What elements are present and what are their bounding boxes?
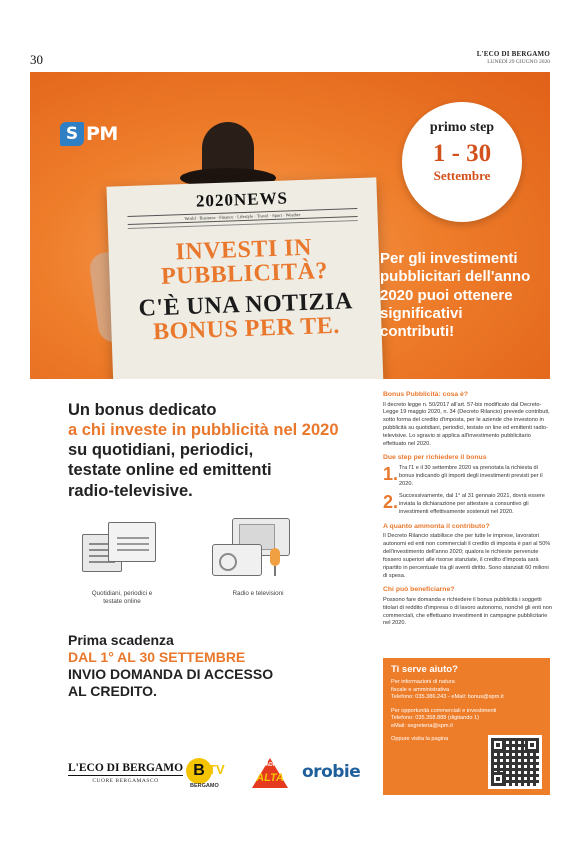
step-2 — [383, 493, 553, 516]
spm-logo-pm: PM — [86, 123, 118, 145]
headline-row-5: radio-televisive. — [68, 481, 193, 500]
spm-logo — [60, 122, 118, 146]
newspaper-subtitle: World · Business · Finance · Lifestyle · Travel · Sport · Weather — [127, 208, 357, 225]
btv-logo-sub: BERGAMO — [190, 783, 219, 789]
step-2-text: Successivamente, dal 1° al 31 gennaio 2021, dovrà essere inviata la dichiarazione per attestare a consuntivo gli investimenti effettivamente sostenuti nel 2020. — [399, 493, 545, 516]
help-title: Ti serve aiuto? — [391, 664, 458, 675]
help-box — [383, 658, 550, 795]
first-step-label: primo step — [429, 120, 495, 135]
help-fiscal-intro: Per informazioni di natura — [391, 679, 455, 685]
caption-print-online: Quotidiani, periodici e testate online — [91, 590, 153, 606]
qr-code-icon[interactable] — [488, 735, 542, 789]
radio-alta-logo — [248, 758, 292, 790]
main-headline — [68, 400, 368, 501]
step-1 — [383, 465, 553, 488]
section-title-who: Chi può beneficiarne? — [383, 586, 455, 594]
deadline-row-2: DAL 1° AL 30 SETTEMBRE — [68, 649, 246, 666]
newspaper-headline — [108, 233, 381, 346]
partner-logos — [68, 758, 368, 792]
radio-alta-top: RADIO — [261, 762, 279, 768]
deadline-row-4: AL CREDITO. — [68, 683, 157, 700]
hero-cta-text: Per gli investimenti pubblicitari dell'anno 2020 puoi ottenere significativi contributi! — [380, 250, 531, 341]
headline-line-4: BONUS PER TE. — [152, 313, 341, 346]
help-commercial-email[interactable]: eMail: segreteria@spm.it — [391, 722, 453, 729]
headline-line-3: C'È UNA NOTIZIA — [138, 288, 354, 322]
page-number: 30 — [30, 52, 43, 67]
headline-line-2: PUBBLICITÀ? — [160, 258, 329, 291]
headline-row-1: Un bonus dedicato — [68, 401, 217, 419]
headline-row-2: a chi investe in pubblicità nel 2020 — [68, 421, 339, 440]
headline-row-3: su quotidiani, periodici, — [68, 441, 254, 460]
step-1-number: 1. — [383, 464, 399, 484]
eco-di-bergamo-logo — [68, 762, 183, 784]
spm-logo-s: S — [60, 122, 84, 146]
masthead-date: LUNEDÌ 29 GIUGNO 2020 — [487, 59, 550, 65]
headline-row-4: testate online ed emittenti — [68, 461, 272, 480]
deadline-row-1: Prima scadenza — [68, 632, 174, 648]
caption-radio-tv: Radio e televisioni — [232, 590, 284, 597]
first-step-badge — [402, 102, 522, 222]
deadline-row-3: INVIO DOMANDA DI ACCESSO — [68, 666, 274, 683]
section-text-who: Possono fare domanda e richiedere il bonus pubblicità i soggetti titolari di reddito d'impresa o di lavoro autonomo, nonché gli enti non commerciali, che effettuano investimenti in campagne pubblicitarie nel 2020. — [383, 596, 552, 627]
help-commercial-phone[interactable]: Telefono: 035.358.888 (digitando 1) — [391, 715, 480, 722]
deadline-block — [68, 632, 368, 700]
eco-logo-name: L'ECO DI BERGAMO — [68, 762, 184, 774]
bowler-hat-illustration — [180, 120, 276, 190]
help-commercial-intro: Per opportunità commerciali e investimenti — [391, 707, 497, 714]
help-visit-page: Oppure visita la pagina — [391, 736, 449, 743]
eco-logo-claim: CUORE BERGAMASCO — [92, 778, 159, 784]
first-step-month: Settembre — [433, 167, 491, 183]
btv-logo-b: B — [186, 758, 212, 784]
help-fiscal-contact[interactable]: Telefono: 035.386.243 - eMail: bonus@spm.it — [391, 694, 504, 701]
section-text-what: Il decreto legge n. 50/2017 all'art. 57-bis modificato dal Decreto-Legge 19 maggio 2020, n. 34 (Decreto Rilancio) prevede contributi, sotto forma del credito d'imposta, per le aziende che investono in pubblicità su quotidiani, periodici, testate on line ed emittenti radio-televisive. Lo sgravio si applica all'investimento pubblicitario effettuato nel 2020. — [383, 401, 550, 447]
section-title-steps: Due step per richiedere il bonus — [383, 454, 487, 462]
section-title-amount: A quanto ammonta il contributo? — [383, 522, 490, 530]
radio-alta-name: ALTA — [256, 772, 284, 784]
step-1-text: Tra l'1 e il 30 settembre 2020 va prenotata la richiesta di bonus indicando gli importi degli investimenti previsti per il 2020. — [399, 465, 543, 487]
section-text-amount: Il Decreto Rilancio stabilisce che per tutte le imprese, lavoratori autonomi ed enti non commerciali il credito di imposta è pari al 50% dell'investimento dell'anno 2020; qualora le richieste pervenute fossero superiori alle risorse stanziate, il credito d'imposta sarà ripartito in percentuale tra gli aventi diritto. Sono stanziati 60 milioni di spesa. — [383, 533, 551, 579]
newspaper-illustration — [106, 177, 383, 379]
bergamo-tv-logo — [186, 758, 236, 790]
newspaper-title: 2020NEWS — [195, 188, 289, 211]
radio-tv-icon — [212, 518, 298, 578]
help-fiscal-topic: fiscale e amministrativa — [391, 686, 450, 693]
section-title-what: Bonus Pubblicità: cosa è? — [383, 391, 468, 398]
first-step-range: 1 - 30 — [432, 140, 492, 167]
newspaper-icon — [82, 518, 158, 574]
masthead — [477, 50, 550, 65]
masthead-name: L'ECO DI BERGAMO — [476, 50, 550, 58]
hero-banner — [30, 72, 550, 379]
step-2-number: 2. — [383, 492, 399, 513]
headline-line-1: INVESTI IN — [175, 234, 313, 266]
media-icons — [82, 518, 312, 613]
btv-logo-tv: TV — [208, 762, 225, 777]
info-column — [383, 390, 553, 633]
orobie-logo: orobie — [302, 762, 361, 782]
